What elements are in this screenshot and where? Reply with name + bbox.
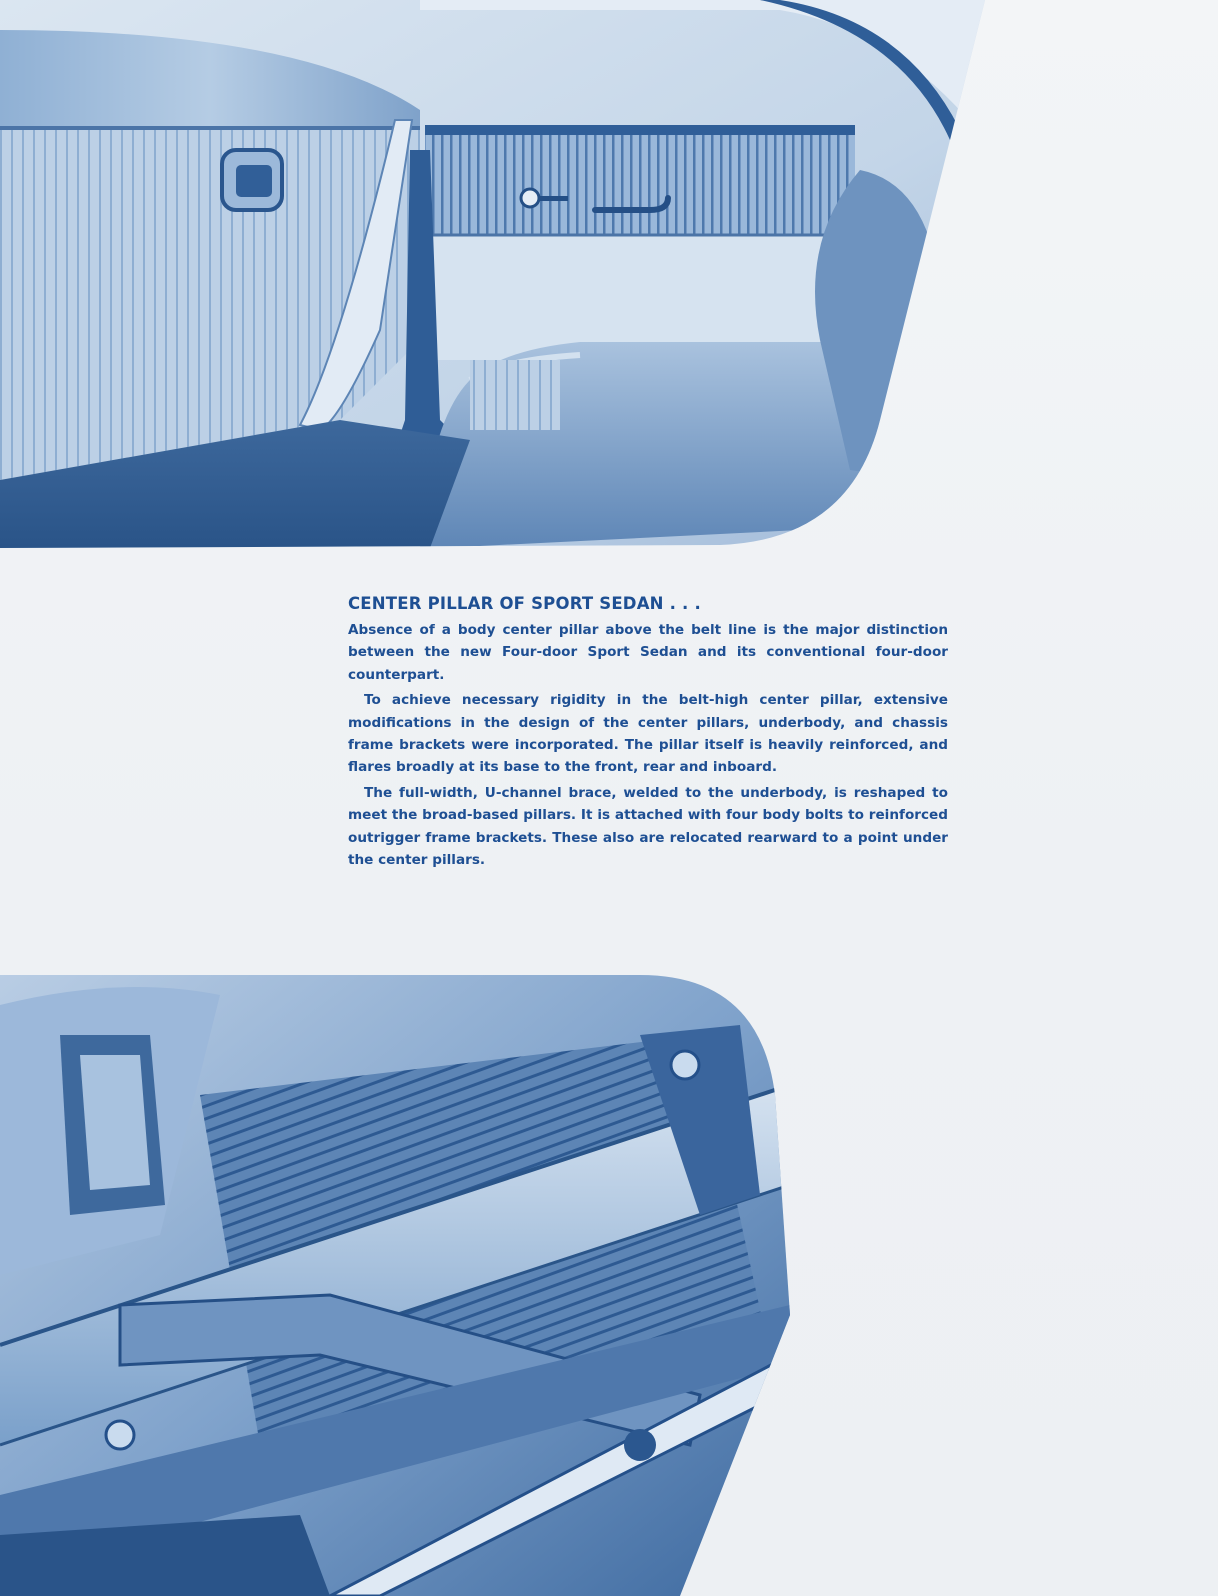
- caption-paragraph-1: Absence of a body center pillar above the belt line is the major distinction between the new Four-door Sport Sedan and its conventional four-door counterpart.: [348, 622, 948, 683]
- caption-paragraph-3: The full-width, U-channel brace, welded to the underbody, is reshaped to meet the broad-based pillars. It is attached with four body bolts to reinforced outrigger frame brackets. These also are relocated rearward to a point under the center pillars.: [348, 784, 948, 869]
- center-pillar-interior-photo: [0, 0, 985, 548]
- caption-block: [348, 593, 948, 874]
- underbody-chassis-photo: [0, 975, 790, 1596]
- caption-title: CENTER PILLAR OF SPORT SEDAN . . .: [348, 594, 701, 613]
- caption-paragraph-2: To achieve necessary rigidity in the belt-high center pillar, extensive modifications in the design of the center pillars, underbody, and chassis frame brackets were incorporated. The pillar itself is heavily reinforced, and flares broadly at its base to the front, rear and inboard.: [348, 692, 948, 776]
